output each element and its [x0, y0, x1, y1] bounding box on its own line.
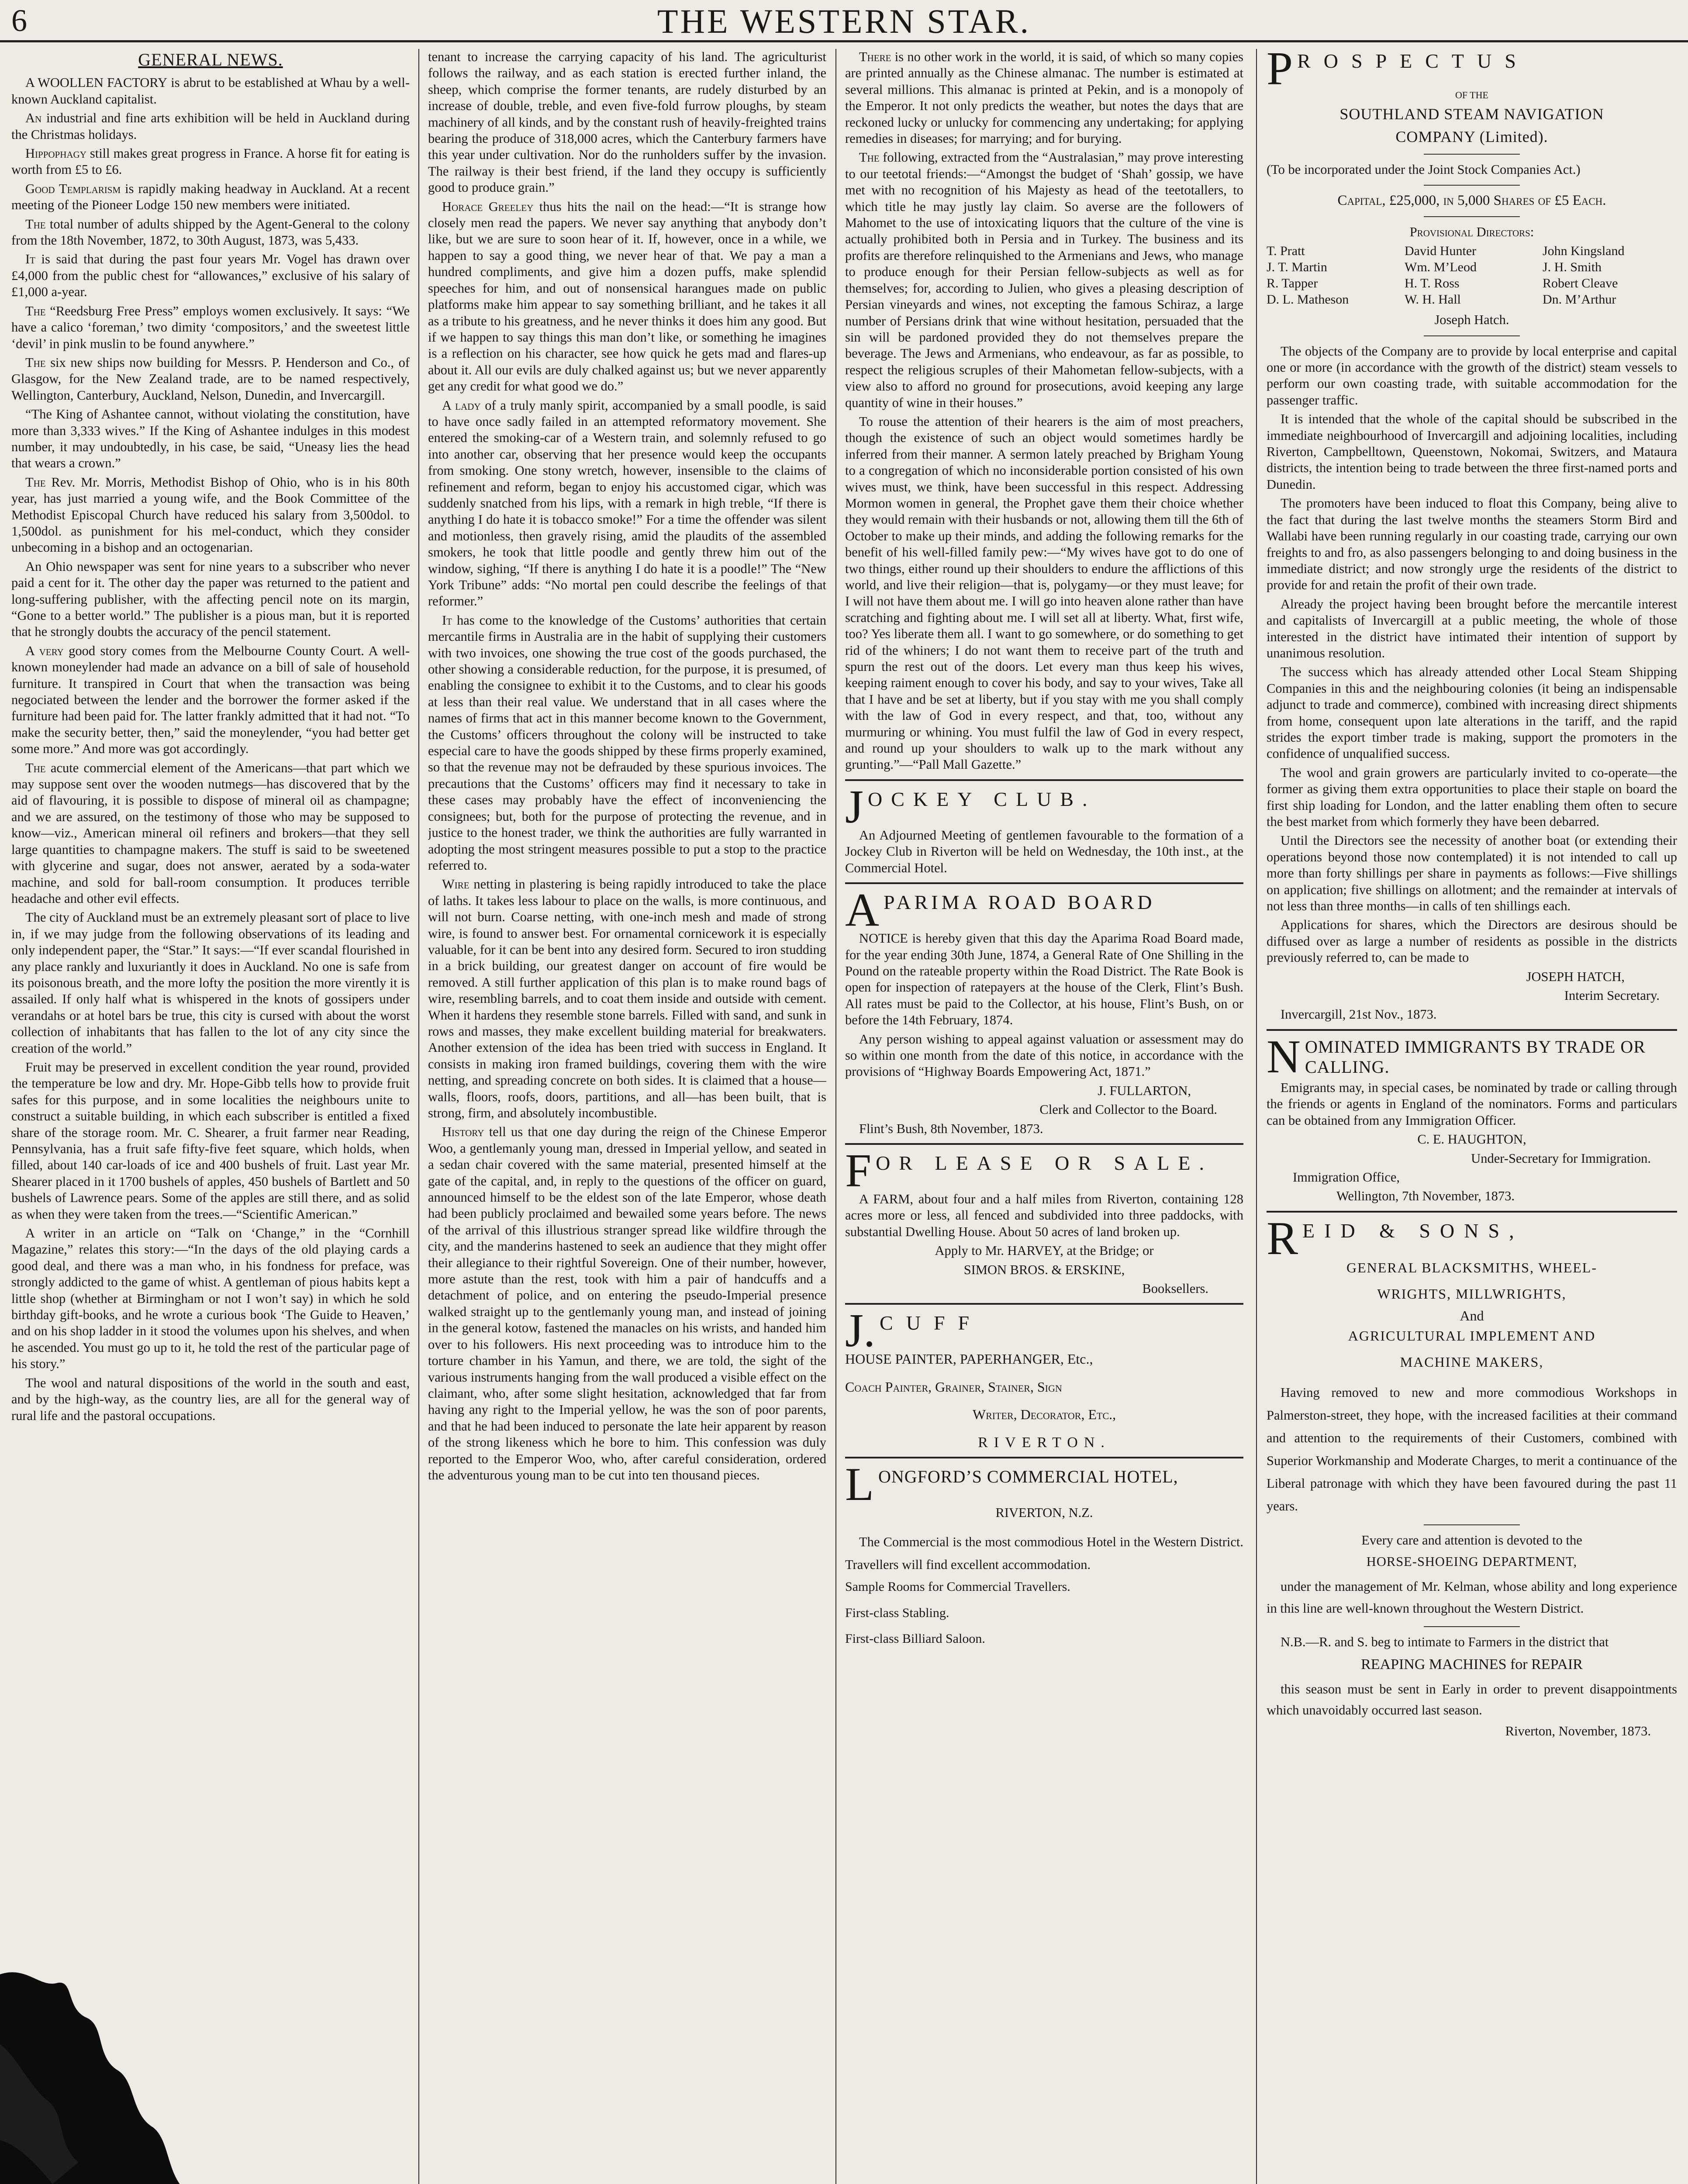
- ad-body: Until the Directors see the necessity of another boat (or extending their operations beyond those now contemplated) it is not intended to call up more than forty shillings per share in payments as follows:—Five shillings on application; five shillings on allotment; and the remainder at intervals of not less than three months—in calls of ten shillings each.: [1267, 833, 1677, 914]
- news-item: A writer in an article on “Talk on ‘Change,” in the “Cornhill Magazine,” relates this story:—“In the days of the old playing cards a good deal, and there was a man who, in his fondness for preface, was strongly addicted to the game of whist. A gentleman of pious habits kept a little shop (whether at Birmingham or not I won’t say) in which he sold birthday gift-books, and he wrote a curious book ‘The Guide to Heaven,’ and on his shop ladder in it stood the volumes upon his shelves, and when he ascended. You must go up to it, he told the rest of the particular page of his story.”: [11, 1226, 410, 1372]
- ad-item: Sample Rooms for Commercial Travellers.: [845, 1579, 1070, 1594]
- news-item: An Ohio newspaper was sent for nine years to a subscriber who never paid a cent for it. The other day the paper was returned to the patient and long-suffering publisher, with the affecting pencil note on its margin, “Gone to a better world.” The publisher is a pious man, but it is reported that he strongly doubts the accuracy of the pencil statement.: [11, 559, 410, 639]
- news-item: The total number of adults shipped by the Agent-General to the colony from the 18th November, 1872, to 30th August, 1873, was 5,433.: [11, 216, 410, 248]
- ad-body: An Adjourned Meeting of gentlemen favourable to the formation of a Jockey Club in Riverton will be held on Wednesday, the 10th inst., at the Commercial Hotel.: [845, 827, 1243, 875]
- news-item: The acute commercial element of the Americans—that part which we may suppose sent over the wooden nutmegs—has discovered that by the aid of flavouring, it is possible to dispose of mineral oil as champagne; and we are assured, on the testimony of those who may be supposed to know—viz., American mineral oil refiners and brokers—that they sell large quantities to champagne makers. The stuff is said to be sweetened with glycerine and sugar, does not answer, aerated by a soda-water machine, and sold for ball-room consumption. It produces terrible headache and other evil effects.: [11, 760, 410, 906]
- news-item: Hippophagy still makes great progress in France. A horse fit for eating is worth from £5 to £6.: [11, 146, 410, 177]
- ad-place: RIVERTON, N.Z.: [995, 1505, 1093, 1521]
- news-item: The city of Auckland must be an extremely pleasant sort of place to live in, if we may judge from the following observations of its leading and only independent paper, the “Star.” It says:—“If ever scandal flourished in any place rankly and luxuriantly it does in Auckland. No one is safe from its poisonous breath, and the more lofty the position the more virently it is assailed. If only half what is whispered in the knots of gossipers under verandahs or at hotel bars be true, this city is cursed with about the worst collection of inhabitants that has fallen to the lot of any city since the creation of the world.”: [11, 910, 410, 1056]
- company-name: SOUTHLAND STEAM NAVIGATION: [1339, 105, 1604, 123]
- news-item: Horace Greeley thus hits the nail on the head:—“It is strange how closely men read the papers. We never say anything that anybody don’t like, but we are sure to soon hear of it. If, however, once in a while, we happen to say a good thing, we never hear of that. We pay a man a hundred compliments, and give him a dozen puffs, make splendid speeches for him, and out of nonsensical harangues made on public platforms make him appear to say something brilliant, and he takes it all as a tribute to his greatness, and he never thinks it does him any good. But if we happen to say things this man don’t like, or something he imagines is a reflection on his character, see how quick he gets mad and flares-up about it. All our evils are duly chalked against us; but we never apparently get any credit for what good we do.”: [428, 199, 826, 394]
- ad-line: HORSE-SHOEING DEPARTMENT,: [1366, 1554, 1578, 1569]
- ad-body: Already the project having been brought before the mercantile interest and capitalists of Invercargill at a public meeting, the whole of those interested in the district have intimated their intention of support by unanimous resolution.: [1267, 596, 1677, 660]
- news-item: A lady of a truly manly spirit, accompanied by a small poodle, is said to have once sadly failed in an attempted reformatory movement. She entered the smoking-car of a Western train, and solemnly refused to go into another car, observing that her presence would keep the occupants from smoking. One stony wretch, however, insensible to the claims of refinement and reform, began to enjoy his accustomed cigar, which was suddenly snatched from his lips, with a remark in high treble, “If there is anything I do hate it is tobacco smoke!” For a time the offender was silent and motionless, then gravely rising, amid the plaudits of the assembled smokers, he took that little poodle and gently threw him out of the window, sighing, “If there is anything I do hate it is a poodle!” The “New York Tribune” adds: “No mortal pen could describe the feelings of that reformer.”: [428, 397, 826, 609]
- news-item: Wire netting in plastering is being rapidly introduced to take the place of laths. It takes less labour to place on the walls, is more continuous, and will not burn. Coarse netting, with one-inch mesh and made of strong wire, is found to answer best. For ornamental cornicework it is especially valuable, for it can be bent into any desired form. Secured to iron studding in a brick building, our greatest danger on account of fire would be removed. A still further application of this plan is to make round bags of wire, resembling barrels, and to coat them inside and outside with cement. When it hardens they resemble stone barrels. Filled with sand, and sunk in rows and masses, they make excellent building material for breakwaters. Another extension of the idea has been tried with success in England. It consists in making iron framed buildings, covering them with the wire netting, and spreading concrete on both sides. It is claimed that a house—walls, floors, roofs, doors, partitions, and all—has been built, that is strong, firm, and absolutely incombustible.: [428, 877, 826, 1120]
- director-name: J. T. Martin: [1267, 260, 1327, 275]
- director-name: W. H. Hall: [1405, 292, 1461, 307]
- lease-or-sale-ad: [845, 1143, 1243, 1297]
- ad-item: First-class Billiard Saloon.: [845, 1631, 985, 1646]
- page-number: 6: [11, 3, 27, 38]
- ad-signer-role: Clerk and Collector to the Board.: [1039, 1102, 1217, 1117]
- ad-contact: SIMON BROS. & ERSKINE,: [963, 1262, 1125, 1277]
- news-item: The six new ships now building for Messrs. P. Henderson and Co., of Glasgow, for the New Zealand trade, are to be named respectively, Wellington, Canterbury, Auckland, Nelson, Dunedin, and Invercargill.: [11, 355, 410, 403]
- divider: [1424, 216, 1520, 217]
- director-name: T. Pratt: [1267, 244, 1305, 259]
- director-name: H. T. Ross: [1405, 276, 1460, 291]
- ad-date: Invercargill, 21st Nov., 1873.: [1281, 1007, 1437, 1022]
- ad-body: The success which has already attended other Local Steam Shipping Companies in this and the neighbouring colonies (it being an indispensable adjunct to trade and commerce), combined with increasing direct shipments from home, consequent upon late alterations in the tariff, and the rapid strides the export timber trade is making, support the promoters in the confidence of unqualified success.: [1267, 664, 1677, 761]
- ad-signer-role: Under-Secretary for Immigration.: [1471, 1151, 1651, 1166]
- prospectus-ad: [1267, 49, 1677, 1023]
- masthead: [0, 0, 1688, 42]
- ad-title: J. CUFF: [845, 1305, 983, 1357]
- column-rule: [1256, 49, 1257, 2184]
- ad-body: The wool and grain growers are particularly invited to co-operate—the former as giving them extra opportunities to place their staple on board the first ship loading for London, and the latter enabling them often to secure the best market from which formerly they have been debarred.: [1267, 765, 1677, 829]
- news-item: To rouse the attention of their hearers is the aim of most preachers, though the existence of such an object would sometimes hardly be inferred from their manner. A sermon lately preached by Brigham Young to a congregation of which no inconsiderable portion consisted of his own wives must, we think, have been successful in this respect. Addressing Mormon women in general, the Prophet gave them their choice whether they would remain with their husbands or not, allowing them till the 6th of October to make up their minds, and adding the following remarks for the benefit of his well-filled family pew:—“My wives have got to do one of two things, either round up their shoulders to endure the afflictions of this world, and live their religion—that is, polygamy—or they must leave; for I will not have them about me. I will go into heaven alone rather than have scratching and fighting about me. I will set all at liberty. What, first wife, too? Yes liberate them all. I want to go somewhere, or do something to get rid of the whiners; I do not want them to receive part of the truth and spurn the rest out of the doors. Let every man thus keep his wives, keeping raiment enough to cover his body, and say to your wives, Take all that I have and be set at liberty, but if you stay with me you shall comply with the law of God in every respect, and that, too, without any murmuring or whining. You must fulfil the law of God in every respect, and round up your shoulders to walk up to the mark without any grunting.”—“Pall Mall Gazette.”: [845, 414, 1243, 772]
- ad-body: under the management of Mr. Kelman, whose ability and long experience in this line are well-known throughout the Western District.: [1267, 1579, 1677, 1616]
- ad-line: MACHINE MAKERS,: [1400, 1354, 1544, 1370]
- ad-line: WRIGHTS, MILLWRIGHTS,: [1377, 1286, 1567, 1302]
- ad-body: A FARM, about four and a half miles from Riverton, containing 128 acres more or less, all fenced and subdivided into three paddocks, with substantial Dwelling House. About 50 acres of land broken up.: [845, 1191, 1243, 1239]
- ad-line: Coach Painter, Grainer, Stainer, Sign: [845, 1379, 1062, 1395]
- ad-line: And: [1460, 1307, 1484, 1324]
- ad-date: Wellington, 7th November, 1873.: [1336, 1189, 1515, 1204]
- ad-date: Flint’s Bush, 8th November, 1873.: [859, 1121, 1043, 1136]
- aparima-road-board-ad: [845, 882, 1243, 1137]
- ad-title: FOR LEASE OR SALE.: [845, 1144, 1213, 1197]
- ad-signer: J. FULLARTON,: [1098, 1083, 1191, 1098]
- ad-contact: Apply to Mr. HARVEY, at the Bridge; or: [935, 1243, 1154, 1258]
- column-four: [1267, 49, 1677, 2184]
- ad-title: NOMINATED IMMIGRANTS BY TRADE OR CALLING.: [1267, 1030, 1646, 1083]
- news-item: An industrial and fine arts exhibition will be held in Auckland during the Christmas holidays.: [11, 111, 410, 142]
- ad-body: The objects of the Company are to provide by local enterprise and capital one or more (in accordance with the growth of the district) steam vessels to perform our own coasting trade, with suitable accommodation for the passenger traffic.: [1267, 343, 1677, 408]
- column-rule: [418, 49, 419, 2184]
- capital-line: Capital, £25,000, in 5,000 Shares of £5 Each.: [1337, 193, 1606, 209]
- newspaper-title: THE WESTERN STAR.: [657, 2, 1031, 40]
- news-item: Fruit may be preserved in excellent condition the year round, provided the temperature be low and dry. Mr. Hope-Gibb tells how to provide fruit safes for this purpose, and in some localities the neighbours unite to construct a suitable building, in which each subscriber is entitled a fixed share of the storage room. Mr. C. Shearer, a fruit farmer near Reading, Pennsylvania, has a fruit safe fifty-five feet square, which holds, when filled, about 140 car-loads of ice and 400 bushels of fruit. Last year Mr. Shearer placed in it 1700 bushels of apples, 450 bushels of Bartlett and 50 bushels of Lawrence pears. Some of the apples are still there, and as solid as when they were taken from the trees.—“Scientific American.”: [11, 1059, 410, 1222]
- column-three: [845, 49, 1243, 2184]
- ad-line: Writer, Decorator, Etc.,: [972, 1406, 1116, 1423]
- director-name: Dn. M’Arthur: [1543, 292, 1616, 307]
- director-name: J. H. Smith: [1543, 260, 1602, 275]
- news-item: Good Templarism is rapidly making headway in Auckland. At a recent meeting of the Pioneer Lodge 150 new members were initiated.: [11, 181, 410, 213]
- nominated-immigrants-ad: [1267, 1029, 1677, 1205]
- ad-body: N.B.—R. and S. beg to intimate to Farmers in the district that: [1281, 1634, 1609, 1649]
- divider: [1424, 185, 1520, 186]
- ad-line: REAPING MACHINES for REPAIR: [1361, 1656, 1583, 1673]
- column-two: [428, 49, 826, 2184]
- news-item: tenant to increase the carrying capacity of his land. The agriculturist follows the railway, and as each station is erected further inland, the sheep, which comprise the former tenants, are rudely disturbed by an increase of double, treble, and even five-fold furrow ploughs, by steam machinery of all kinds, and by the constant rush of heavily-freighted trains bearing the produce of 318,000 acres, which the Canterbury farmers have this year under cultivation. Nor do the runholders suffer by the invasion. The railway is their best friend, if the land they occupy is sufficiently good to produce grain.”: [428, 49, 826, 195]
- ad-note: (To be incorporated under the Joint Stock Companies Act.): [1267, 162, 1581, 177]
- news-item: The following, extracted from the “Australasian,” may prove interesting to our teetotal friends:—“Amongst the budget of ‘Shah’ gossip, we have met with no recognition of his Majesty as head of the teetotallers, to which title he may justly lay claim. So averse are the followers of Mahomet to the use of intoxicating liquors that the culture of the vine is actually prohibited both in Persia and in Turkey. The business and its profits are therefore relinquished to the Armenians and Jews, who manage to produce enough for their Persian fellow-subjects as well as for themselves; for, according to Julien, who gives a pleasing description of Persian vineyards and wines, not excepting the famous Schiraz, a large number of Persians drink that wine without hesitation, persuaded that the sin will be pardoned provided they do not themselves prepare the beverage. The Jews and Armenians, who endeavour, as far as possible, to respect the religious scruples of their Mahometan fellow-subjects, with a view also to afford no ground for prosecutions, avoid keeping any large quantity of wine in their houses.”: [845, 150, 1243, 410]
- company-name: COMPANY (Limited).: [1395, 128, 1548, 145]
- longfords-hotel-ad: [845, 1457, 1243, 1647]
- ad-body: The promoters have been induced to float this Company, being alive to the fact that during the last twelve months the steamers Storm Bird and Wallabi have been running regularly in our coasting trade, carrying our own freights to and fro, as also passengers belonging to and doing business in the immediate district; and now strongly urge the residents of the district to provide for and retain the profit of their own trade.: [1267, 496, 1677, 593]
- news-item: “The King of Ashantee cannot, without violating the constitution, have more than 3,333 wives.” If the King of Ashantee indulges in this modest number, it may undoubtedly, in his case, be said, “Uneasy lies the head that wears a crown.”: [11, 407, 410, 471]
- divider: [1424, 1524, 1520, 1525]
- ad-line: GENERAL BLACKSMITHS, WHEEL-: [1346, 1259, 1597, 1275]
- ad-body: NOTICE is hereby given that this day the Aparima Road Board made, for the year ending 30th June, 1874, a General Rate of One Shilling in the Pound on the rateable property within the Road District. The Rate Book is open for inspection of ratepayers at the house of the Clerk, Flint’s Bush. All rates must be paid to the Collector, at his house, Flint’s Bush, on or before the 14th February, 1874.: [845, 931, 1243, 1028]
- ad-signer-role: Interim Secretary.: [1564, 988, 1660, 1003]
- news-item: It is said that during the past four years Mr. Vogel has drawn over £4,000 from the public chest for “allowances,” exclusive of his salary of £1,000 a-year.: [11, 252, 410, 300]
- ad-title: JOCKEY CLUB.: [845, 781, 1096, 833]
- ad-signer: JOSEPH HATCH,: [1526, 969, 1625, 984]
- news-item: It has come to the knowledge of the Customs’ authorities that certain mercantile firms in Australia are in the habit of supplying their customers with two invoices, one showing the true cost of the goods purchased, the other showing a considerable reduction, for the purpose, it is presumed, of enabling the consignee to exhibit it to the Customs, and to clear his goods at less than their real value. We understand that in all cases where the names of firms that act in this manner become known to the Government, the Customs’ officers throughout the colony will be instructed to take especial care to have the goods shipped by these firms properly examined, so that the revenue may not be defrauded by these spurious invoices. The precautions that the Customs’ officers may find it necessary to take in these cases may probably have the effect of inconveniencing the consignees; but, both for the purpose of protecting the revenue, and in justice to the honest trader, we think the authorities are fully warranted in adopting the most stringent measures possible to put a stop to the practice referred to.: [428, 612, 826, 873]
- divider: [1424, 335, 1520, 336]
- ad-body: Every care and attention is devoted to the: [1361, 1532, 1582, 1548]
- divider: [1424, 1626, 1520, 1627]
- ad-body: this season must be sent in Early in order to prevent disappointments which unavoidably occurred last season.: [1267, 1682, 1677, 1718]
- director-name: R. Tapper: [1267, 276, 1318, 291]
- ad-title: PROSPECTUS: [1267, 49, 1529, 95]
- column-general-news: [11, 49, 410, 2184]
- ad-body: It is intended that the whole of the capital should be subscribed in the immediate neighbourhood of Invercargill and adjoining localities, including Riverton, Campbelltown, Queenstown, Nokomai, Switzers, and Mataura districts, the intention being to trade between the three first-named ports and Dunedin.: [1267, 411, 1677, 492]
- ad-body: Applications for shares, which the Directors are desirous should be diffused over as large a number of residents as possible in the districts previously referred to, can be made to: [1267, 917, 1677, 965]
- ad-body: Any person wishing to appeal against valuation or assessment may do so within one month from the date of this notice, in accordance with the provisions of “Highway Boards Empowering Act, 1871.”: [845, 1031, 1243, 1079]
- ad-title: LONGFORD’S COMMERCIAL HOTEL,: [845, 1458, 1178, 1511]
- news-item: The Rev. Mr. Morris, Methodist Bishop of Ohio, who is in his 80th year, has just married a young wife, and the Book Committee of the Methodist Episcopal Church have reduced his salary from 3,500dol. to 1,500dol. as punishment for his mel-conduct, which they consider unbecoming in a bishop and an octogenarian.: [11, 474, 410, 555]
- news-item: The “Reedsburg Free Press” employs women exclusively. It says: “We have a calico ‘foreman,’ two dimity ‘compositors,’ and the sweetest little ‘devil’ in pink muslin to be found anywhere.”: [11, 303, 410, 351]
- divider: [1424, 154, 1520, 155]
- ad-sub: OF THE: [1455, 90, 1488, 100]
- ad-body: The Commercial is the most commodious Hotel in the Western District. Travellers will find excellent accommodation.: [845, 1534, 1243, 1572]
- ad-line: AGRICULTURAL IMPLEMENT AND: [1348, 1327, 1596, 1344]
- section-heading: GENERAL NEWS.: [138, 50, 283, 69]
- reid-and-sons-ad: [1267, 1211, 1677, 1740]
- directors-list: [1267, 243, 1677, 308]
- jockey-club-ad: [845, 779, 1243, 876]
- ad-office: Immigration Office,: [1293, 1169, 1400, 1185]
- director-name: D. L. Matheson: [1267, 292, 1349, 307]
- director-name: Robert Cleave: [1543, 276, 1618, 291]
- director-name: Joseph Hatch.: [1434, 312, 1509, 328]
- ad-title: APARIMA ROAD BOARD: [845, 884, 1156, 936]
- ad-line: HOUSE PAINTER, PAPERHANGER, Etc.,: [845, 1351, 1093, 1367]
- director-name: Wm. M’Leod: [1405, 260, 1477, 275]
- ad-item: First-class Stabling.: [845, 1605, 949, 1620]
- news-item: A very good story comes from the Melbourne County Court. A well-known moneylender had made an advance on a bill of sale of household furniture. It transpired in Court that when the transaction was being negociated between the lender and the borrower the former asked if the furniture had been paid for. The latter frankly admitted that it had not. “To make the security better, then,” said the moneylender, “you had better get some more.” And more was got accordingly.: [11, 643, 410, 757]
- ad-contact: Booksellers.: [1142, 1281, 1208, 1296]
- director-name: David Hunter: [1405, 244, 1477, 259]
- ad-signer: C. E. HAUGHTON,: [1417, 1132, 1526, 1147]
- news-item: History tell us that one day during the reign of the Chinese Emperor Woo, a gentlemanly young man, dressed in Imperial yellow, and seated in a sedan chair covered with the same material, presented himself at the gate of the capital, and, in reply to the questions of the officer on guard, announced himself to be the eldest son of the late Emperor, whose death had been publicly proclaimed and bewailed some years before. The news of the arrival of this illustrious stranger spread like wildfire through the city, and the manderins hastened to seek an audience that they might offer their allegiance to their rightful Sovereign. One of their number, however, more astute than the rest, took with him a pair of handcuffs and a detachment of police, and on entering the pseudo-Imperial presence walked straight up to the gentlemanly young man, and instead of joining in the general kotow, fastened the manacles on his wrists, and handed him over to his followers. His next proceeding was to introduce him to the torture chamber in his Yamun, and there, we are told, the sight of the various instruments hanging from the wall produced a visible effect on the claimant, who, after some slight hesitation, acknowledged that far from having any right to the Imperial yellow, he was the son of poor parents, and that he had been induced to personate the late heir apparent by reason of the strong likeness which he bore to him. This confession was duly reported to the Emperor Woo, who, after careful consideration, ordered the adventurous young man to be cut into ten thousand pieces.: [428, 1124, 826, 1482]
- ad-date: Riverton, November, 1873.: [1505, 1724, 1651, 1739]
- ad-title: REID & SONS,: [1267, 1212, 1524, 1265]
- news-item: The wool and natural dispositions of the world in the south and east, and by the high-way, as the country lies, are all for the general way of rural life and the pastoral occupations.: [11, 1375, 410, 1423]
- ad-body: Emigrants may, in special cases, be nominated by trade or calling through the friends or agents in England of the nominators. Forms and particulars can be obtained from any Immigration Officer.: [1267, 1080, 1677, 1128]
- cuff-painter-ad: [845, 1303, 1243, 1451]
- column-rule: [835, 49, 836, 2184]
- news-item: There is no other work in the world, it is said, of which so many copies are printed annually as the Chinese almanac. The number is estimated at several millions. This almanac is printed at Pekin, and is a monopoly of the Emperor. It not only predicts the weather, but notes the days that are reckoned lucky or unlucky for commencing any undertaking; for applying remedies in diseases; for marrying; and for burying.: [845, 49, 1243, 146]
- director-name: John Kingsland: [1543, 244, 1625, 259]
- news-item: A WOOLLEN FACTORY is abrut to be established at Whau by a well-known Auckland capitalist.: [11, 75, 410, 107]
- directors-heading: Provisional Directors:: [1409, 224, 1534, 239]
- ad-body: Having removed to new and more commodious Workshops in Palmerston-street, they hope, with the increased facilities at their command and attention to the requirements of their Customers, combined with Superior Workmanship and Moderate Charges, to merit a continuance of the Liberal patronage with which they have been favoured during the past 11 years.: [1267, 1385, 1677, 1514]
- ad-line: RIVERTON.: [978, 1434, 1111, 1451]
